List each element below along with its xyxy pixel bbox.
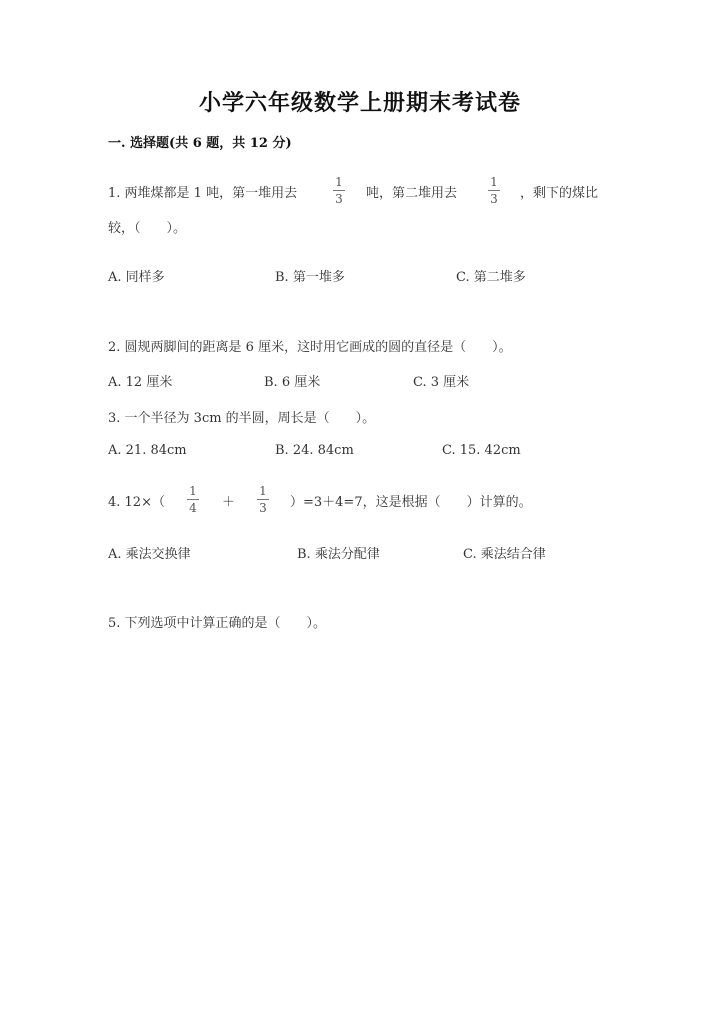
question-4-option-a[interactable]: A. 乘法交换律 bbox=[108, 547, 191, 562]
fraction-numerator: 1 bbox=[335, 175, 343, 189]
fraction-numerator: 1 bbox=[490, 175, 498, 189]
fraction-bar bbox=[257, 499, 269, 500]
page-title: 小学六年级数学上册期末考试卷 bbox=[198, 90, 521, 116]
question-2-text: 2. 圆规两脚间的距离是 6 厘米，这时用它画成的圆的直径是（ ）。 bbox=[108, 340, 512, 355]
question-1-text-c: ，剩下的煤比 bbox=[520, 186, 599, 201]
question-4-fraction-1 bbox=[186, 485, 200, 514]
question-4-option-c[interactable]: C. 乘法结合律 bbox=[463, 547, 546, 562]
fraction-numerator: 1 bbox=[189, 484, 197, 498]
question-4-fraction-2 bbox=[256, 485, 270, 514]
question-2-option-b[interactable]: B. 6 厘米 bbox=[264, 375, 321, 390]
question-1-text-d: 较，（ ）。 bbox=[108, 221, 187, 236]
question-1-text-b: 吨，第二堆用去 bbox=[366, 186, 458, 201]
question-1-option-b[interactable]: B. 第一堆多 bbox=[275, 270, 345, 285]
question-4-text-a: 4. 12×（ bbox=[108, 495, 165, 510]
fraction-bar bbox=[187, 499, 199, 500]
question-2-option-c[interactable]: C. 3 厘米 bbox=[413, 375, 470, 390]
question-1-fraction-1 bbox=[332, 176, 346, 205]
question-3-option-a[interactable]: A. 21. 84cm bbox=[108, 443, 187, 458]
fraction-bar bbox=[488, 190, 500, 191]
question-2-option-a[interactable]: A. 12 厘米 bbox=[108, 375, 173, 390]
question-3-option-c[interactable]: C. 15. 42cm bbox=[442, 443, 521, 458]
question-1-text-a: 1. 两堆煤都是 1 吨，第一堆用去 bbox=[108, 186, 298, 201]
fraction-denominator: 3 bbox=[490, 192, 498, 206]
question-3-text: 3. 一个半径为 3cm 的半圆，周长是（ ）。 bbox=[108, 411, 376, 426]
fraction-denominator: 4 bbox=[189, 501, 197, 515]
question-4-option-b[interactable]: B. 乘法分配律 bbox=[297, 547, 380, 562]
question-3-option-b[interactable]: B. 24. 84cm bbox=[275, 443, 354, 458]
fraction-denominator: 3 bbox=[335, 192, 343, 206]
section-heading: 一. 选择题(共 6 题，共 12 分) bbox=[108, 136, 292, 151]
question-4-plus: ＋ bbox=[222, 495, 236, 510]
fraction-numerator: 1 bbox=[259, 484, 267, 498]
question-5-text: 5. 下列选项中计算正确的是（ ）。 bbox=[108, 616, 327, 631]
fraction-denominator: 3 bbox=[259, 501, 267, 515]
question-4-text-b: ）=3＋4=7，这是根据（ ）计算的。 bbox=[290, 495, 532, 510]
question-1-fraction-2 bbox=[487, 176, 501, 205]
question-1-option-a[interactable]: A. 同样多 bbox=[108, 270, 165, 285]
question-1-option-c[interactable]: C. 第二堆多 bbox=[456, 270, 526, 285]
fraction-bar bbox=[333, 190, 345, 191]
